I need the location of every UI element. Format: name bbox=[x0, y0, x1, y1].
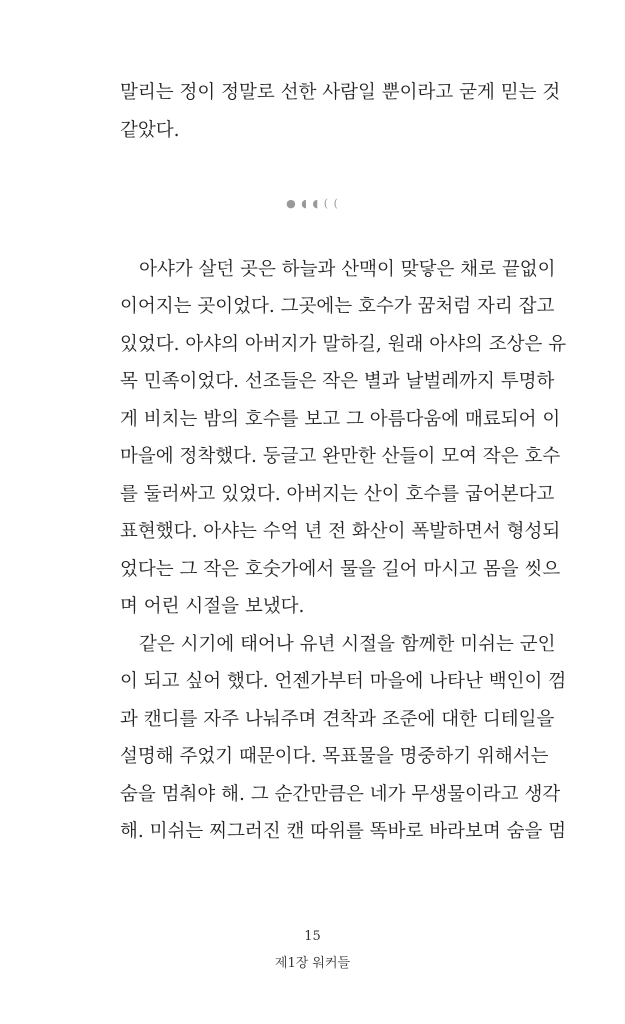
section-divider-ornament: ● ◖ ◖ ( ( bbox=[286, 197, 339, 210]
text-line: 있었다. 아샤의 아버지가 말하길, 원래 아샤의 조상은 유 bbox=[120, 334, 567, 355]
text-line: 게 비치는 밤의 호수를 보고 그 아름다움에 매료되어 이 bbox=[120, 409, 561, 430]
text-line: 표현했다. 아샤는 수억 년 전 화산이 폭발하면서 형성되 bbox=[120, 521, 561, 542]
page-number: 15 bbox=[304, 929, 321, 944]
text-line: 었다는 그 작은 호숫가에서 물을 길어 마시고 몸을 씻으 bbox=[120, 559, 561, 580]
text-line: 마을에 정착했다. 둥글고 완만한 산들이 모여 작은 호수 bbox=[120, 446, 561, 467]
text-line: 같은 시기에 태어나 유년 시절을 함께한 미쉬는 군인 bbox=[139, 634, 556, 655]
text-line: 이 되고 싶어 했다. 언젠가부터 마을에 나타난 백인이 껌 bbox=[120, 671, 567, 692]
text-line: 며 어린 시절을 보냈다. bbox=[120, 596, 305, 617]
text-line: 같았다. bbox=[120, 120, 180, 141]
text-line: 목 민족이었다. 선조들은 작은 별과 날벌레까지 투명하 bbox=[120, 371, 555, 392]
text-line: 과 캔디를 자주 나눠주며 견착과 조준에 대한 디테일을 bbox=[120, 709, 555, 730]
text-line: 설명해 주었기 때문이다. 목표물을 명중하기 위해서는 bbox=[120, 746, 549, 767]
text-line: 말리는 정이 정말로 선한 사람일 뿐이라고 굳게 믿는 것 bbox=[120, 82, 561, 103]
text-line: 이어지는 곳이었다. 그곳에는 호수가 꿈처럼 자리 잡고 bbox=[120, 296, 555, 317]
text-line: 아샤가 살던 곳은 하늘과 산맥이 맞닿은 채로 끝없이 bbox=[139, 259, 556, 280]
text-line: 숨을 멈춰야 해. 그 순간만큼은 네가 무생물이라고 생각 bbox=[120, 784, 561, 805]
text-line: 를 둘러싸고 있었다. 아버지는 산이 호수를 굽어본다고 bbox=[120, 484, 555, 505]
text-line: 해. 미쉬는 찌그러진 캔 따위를 똑바로 바라보며 숨을 멈 bbox=[120, 821, 567, 842]
chapter-title: 제1장 워커들 bbox=[274, 956, 351, 971]
